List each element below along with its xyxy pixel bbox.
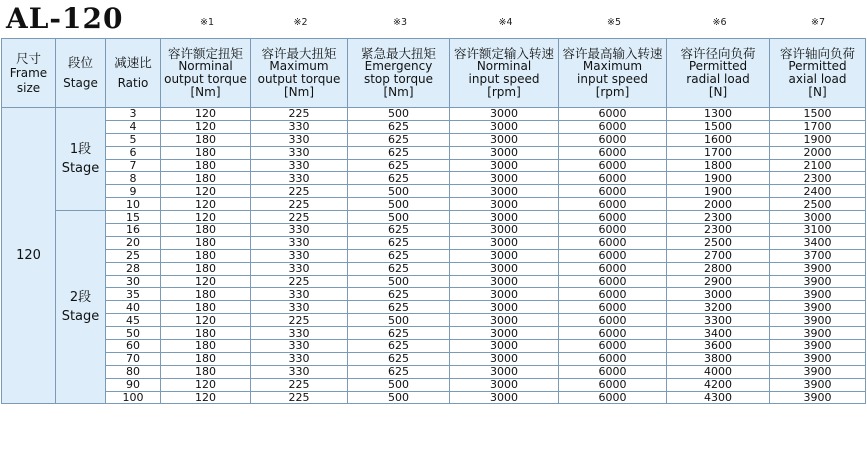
table-cell: 225: [251, 314, 348, 327]
table-cell: 3000: [450, 314, 559, 327]
table-cell: 6000: [559, 236, 667, 249]
table-cell: 1300: [667, 108, 770, 121]
table-cell: 330: [251, 365, 348, 378]
table-cell: 6000: [559, 133, 667, 146]
table-cell: 500: [348, 378, 450, 391]
note-marker-2: ※2: [293, 17, 308, 28]
stage-label-en: Stage: [61, 161, 100, 177]
ratio-cell: 25: [106, 249, 161, 262]
table-cell: 625: [348, 262, 450, 275]
table-row: [2, 327, 866, 340]
table-row: [2, 108, 866, 121]
table-cell: 3600: [667, 340, 770, 353]
ratio-cell: 30: [106, 275, 161, 288]
table-cell: 3000: [450, 352, 559, 365]
table-cell: 2300: [667, 211, 770, 224]
table-row: [2, 198, 866, 211]
table-cell: 500: [348, 211, 450, 224]
table-cell: 4200: [667, 378, 770, 391]
table-row: [2, 120, 866, 133]
frame-size-cell: 120: [2, 108, 56, 404]
table-cell: 625: [348, 172, 450, 185]
ratio-cell: 5: [106, 133, 161, 146]
note-marker-1: ※1: [199, 17, 214, 28]
table-cell: 3000: [450, 159, 559, 172]
table-cell: 1900: [667, 172, 770, 185]
table-cell: 500: [348, 185, 450, 198]
table-cell: 2000: [770, 146, 866, 159]
ratio-cell: 9: [106, 185, 161, 198]
table-cell: 6000: [559, 198, 667, 211]
ratio-cell: 80: [106, 365, 161, 378]
stage-label-zh: 1段: [69, 142, 92, 158]
header-permitted-axial-load: 容许轴向负荷 Permitted axial load [N]: [770, 39, 866, 108]
table-row: [2, 236, 866, 249]
table-cell: 2100: [770, 159, 866, 172]
ratio-cell: 40: [106, 301, 161, 314]
table-cell: 3000: [450, 224, 559, 237]
table-cell: 180: [161, 365, 251, 378]
stage-label-en: Stage: [61, 309, 100, 325]
ratio-cell: 7: [106, 159, 161, 172]
table-cell: 3000: [450, 146, 559, 159]
table-cell: 225: [251, 185, 348, 198]
table-cell: 500: [348, 391, 450, 404]
table-cell: 625: [348, 224, 450, 237]
table-cell: 2700: [667, 249, 770, 262]
table-cell: 225: [251, 211, 348, 224]
table-cell: 3000: [450, 198, 559, 211]
table-cell: 3300: [667, 314, 770, 327]
table-cell: 625: [348, 288, 450, 301]
table-cell: 1500: [770, 108, 866, 121]
table-cell: 500: [348, 314, 450, 327]
table-row: [2, 288, 866, 301]
table-cell: 225: [251, 108, 348, 121]
table-cell: 120: [161, 108, 251, 121]
table-cell: 6000: [559, 378, 667, 391]
ratio-cell: 28: [106, 262, 161, 275]
table-cell: 180: [161, 249, 251, 262]
table-row: [2, 378, 866, 391]
table-cell: 180: [161, 301, 251, 314]
table-row: [2, 314, 866, 327]
header-stage: 段位 Stage: [56, 39, 106, 108]
table-cell: 3000: [450, 262, 559, 275]
table-cell: 625: [348, 159, 450, 172]
table-cell: 3000: [450, 172, 559, 185]
table-cell: 3000: [450, 288, 559, 301]
table-cell: 6000: [559, 327, 667, 340]
table-cell: 6000: [559, 352, 667, 365]
ratio-cell: 16: [106, 224, 161, 237]
table-row: [2, 262, 866, 275]
table-cell: 6000: [559, 211, 667, 224]
table-cell: 330: [251, 224, 348, 237]
table-cell: 120: [161, 185, 251, 198]
table-cell: 330: [251, 249, 348, 262]
table-cell: 3000: [450, 120, 559, 133]
table-cell: 3000: [450, 365, 559, 378]
table-cell: 625: [348, 340, 450, 353]
table-cell: 6000: [559, 159, 667, 172]
table-cell: 3000: [770, 211, 866, 224]
table-cell: 3900: [770, 314, 866, 327]
table-cell: 330: [251, 159, 348, 172]
table-cell: 1700: [667, 146, 770, 159]
table-cell: 3900: [770, 365, 866, 378]
table-cell: 1500: [667, 120, 770, 133]
table-cell: 3000: [450, 391, 559, 404]
table-row: [2, 249, 866, 262]
header-frame-size: 尺寸 Frame size: [2, 39, 56, 108]
table-cell: 3400: [770, 236, 866, 249]
table-cell: 6000: [559, 275, 667, 288]
table-cell: 625: [348, 133, 450, 146]
table-row: [2, 365, 866, 378]
table-cell: 6000: [559, 391, 667, 404]
note-marker-4: ※4: [498, 17, 513, 28]
table-header-row: [2, 39, 866, 108]
table-cell: 180: [161, 172, 251, 185]
table-cell: 625: [348, 120, 450, 133]
table-body: [2, 108, 866, 404]
table-row: [2, 352, 866, 365]
table-cell: 180: [161, 146, 251, 159]
table-cell: 6000: [559, 146, 667, 159]
table-cell: 180: [161, 340, 251, 353]
table-cell: 180: [161, 133, 251, 146]
table-cell: 625: [348, 236, 450, 249]
table-cell: 1800: [667, 159, 770, 172]
table-cell: 225: [251, 275, 348, 288]
table-cell: 625: [348, 301, 450, 314]
table-cell: 500: [348, 108, 450, 121]
note-marker-6: ※6: [712, 17, 727, 28]
table-row: [2, 185, 866, 198]
table-cell: 225: [251, 391, 348, 404]
table-cell: 6000: [559, 249, 667, 262]
table-cell: 3900: [770, 262, 866, 275]
table-cell: 3200: [667, 301, 770, 314]
table-cell: 330: [251, 146, 348, 159]
table-cell: 625: [348, 365, 450, 378]
table-cell: 1900: [770, 133, 866, 146]
table-cell: 330: [251, 301, 348, 314]
table-cell: 330: [251, 133, 348, 146]
table-cell: 120: [161, 314, 251, 327]
ratio-cell: 35: [106, 288, 161, 301]
stage-cell: [56, 108, 106, 211]
table-cell: 2400: [770, 185, 866, 198]
table-cell: 3900: [770, 378, 866, 391]
table-cell: 3900: [770, 391, 866, 404]
table-cell: 1700: [770, 120, 866, 133]
table-row: [2, 211, 866, 224]
ratio-cell: 15: [106, 211, 161, 224]
table-cell: 6000: [559, 185, 667, 198]
table-cell: 180: [161, 224, 251, 237]
ratio-cell: 3: [106, 108, 161, 121]
ratio-cell: 60: [106, 340, 161, 353]
table-cell: 2800: [667, 262, 770, 275]
header-nominal-output-torque: 容许额定扭矩 Norminal output torque [Nm]: [161, 39, 251, 108]
table-cell: 6000: [559, 262, 667, 275]
table-cell: 6000: [559, 224, 667, 237]
table-cell: 3000: [450, 340, 559, 353]
ratio-cell: 8: [106, 172, 161, 185]
header-permitted-radial-load: 容许径向负荷 Permitted radial load [N]: [667, 39, 770, 108]
table-cell: 330: [251, 236, 348, 249]
table-cell: 2000: [667, 198, 770, 211]
ratio-cell: 6: [106, 146, 161, 159]
table-cell: 180: [161, 288, 251, 301]
table-cell: 6000: [559, 314, 667, 327]
table-cell: 330: [251, 352, 348, 365]
table-cell: 2500: [667, 236, 770, 249]
table-cell: 330: [251, 120, 348, 133]
table-cell: 6000: [559, 365, 667, 378]
table-cell: 180: [161, 159, 251, 172]
table-cell: 625: [348, 249, 450, 262]
table-cell: 2300: [667, 224, 770, 237]
table-cell: 120: [161, 198, 251, 211]
table-cell: 3900: [770, 275, 866, 288]
table-cell: 625: [348, 146, 450, 159]
table-row: [2, 340, 866, 353]
ratio-cell: 90: [106, 378, 161, 391]
table-cell: 180: [161, 236, 251, 249]
table-cell: 225: [251, 378, 348, 391]
table-cell: 180: [161, 327, 251, 340]
table-cell: 330: [251, 262, 348, 275]
table-cell: 3000: [450, 275, 559, 288]
table-cell: 180: [161, 352, 251, 365]
table-row: [2, 224, 866, 237]
table-row: [2, 275, 866, 288]
table-cell: 3800: [667, 352, 770, 365]
table-cell: 120: [161, 391, 251, 404]
table-cell: 3000: [450, 378, 559, 391]
ratio-cell: 70: [106, 352, 161, 365]
table-cell: 4300: [667, 391, 770, 404]
table-cell: 2900: [667, 275, 770, 288]
table-cell: 330: [251, 327, 348, 340]
table-cell: 330: [251, 172, 348, 185]
table-cell: 3900: [770, 340, 866, 353]
table-row: [2, 159, 866, 172]
table-cell: 225: [251, 198, 348, 211]
table-row: [2, 301, 866, 314]
table-cell: 3900: [770, 288, 866, 301]
table-row: [2, 133, 866, 146]
header-nominal-input-speed: 容许额定输入转速 Norminal input speed [rpm]: [450, 39, 559, 108]
table-cell: 6000: [559, 288, 667, 301]
table-cell: 3100: [770, 224, 866, 237]
table-cell: 3000: [450, 327, 559, 340]
ratio-cell: 4: [106, 120, 161, 133]
note-marker-7: ※7: [810, 17, 825, 28]
header-emergency-stop-torque: 紧急最大扭矩 Emergency stop torque [Nm]: [348, 39, 450, 108]
table-cell: 3000: [450, 211, 559, 224]
ratio-cell: 50: [106, 327, 161, 340]
page-title: AL-120: [6, 2, 124, 35]
table-cell: 3000: [450, 108, 559, 121]
note-marker-3: ※3: [392, 17, 407, 28]
header-ratio: 减速比 Ratio: [106, 39, 161, 108]
table-cell: 3900: [770, 327, 866, 340]
table-cell: 500: [348, 198, 450, 211]
table-cell: 3000: [450, 249, 559, 262]
table-cell: 6000: [559, 108, 667, 121]
table-cell: 1900: [667, 185, 770, 198]
spec-table: [1, 38, 866, 404]
table-cell: 3000: [667, 288, 770, 301]
table-cell: 625: [348, 352, 450, 365]
table-cell: 180: [161, 262, 251, 275]
table-cell: 3400: [667, 327, 770, 340]
table-cell: 6000: [559, 120, 667, 133]
table-cell: 330: [251, 288, 348, 301]
note-markers: [0, 15, 867, 31]
table-cell: 6000: [559, 172, 667, 185]
table-row: [2, 146, 866, 159]
table-cell: 3900: [770, 352, 866, 365]
table-cell: 2300: [770, 172, 866, 185]
ratio-cell: 20: [106, 236, 161, 249]
table-cell: 3000: [450, 236, 559, 249]
ratio-cell: 10: [106, 198, 161, 211]
table-cell: 2500: [770, 198, 866, 211]
header-maximum-input-speed: 容许最高输入转速 Maximum input speed [rpm]: [559, 39, 667, 108]
table-cell: 330: [251, 340, 348, 353]
header-maximum-output-torque: 容许最大扭矩 Maximum output torque [Nm]: [251, 39, 348, 108]
table-cell: 3000: [450, 133, 559, 146]
table-cell: 3900: [770, 301, 866, 314]
table-cell: 4000: [667, 365, 770, 378]
stage-cell: [56, 211, 106, 404]
table-row: [2, 172, 866, 185]
stage-label-zh: 2段: [69, 290, 92, 306]
table-cell: 120: [161, 275, 251, 288]
table-cell: 120: [161, 120, 251, 133]
table-cell: 625: [348, 327, 450, 340]
note-marker-5: ※5: [606, 17, 621, 28]
table-cell: 3700: [770, 249, 866, 262]
ratio-cell: 45: [106, 314, 161, 327]
table-cell: 3000: [450, 185, 559, 198]
table-cell: 6000: [559, 301, 667, 314]
table-cell: 3000: [450, 301, 559, 314]
table-cell: 120: [161, 378, 251, 391]
table-cell: 6000: [559, 340, 667, 353]
ratio-cell: 100: [106, 391, 161, 404]
table-cell: 120: [161, 211, 251, 224]
table-cell: 1600: [667, 133, 770, 146]
table-cell: 500: [348, 275, 450, 288]
table-row: [2, 391, 866, 404]
